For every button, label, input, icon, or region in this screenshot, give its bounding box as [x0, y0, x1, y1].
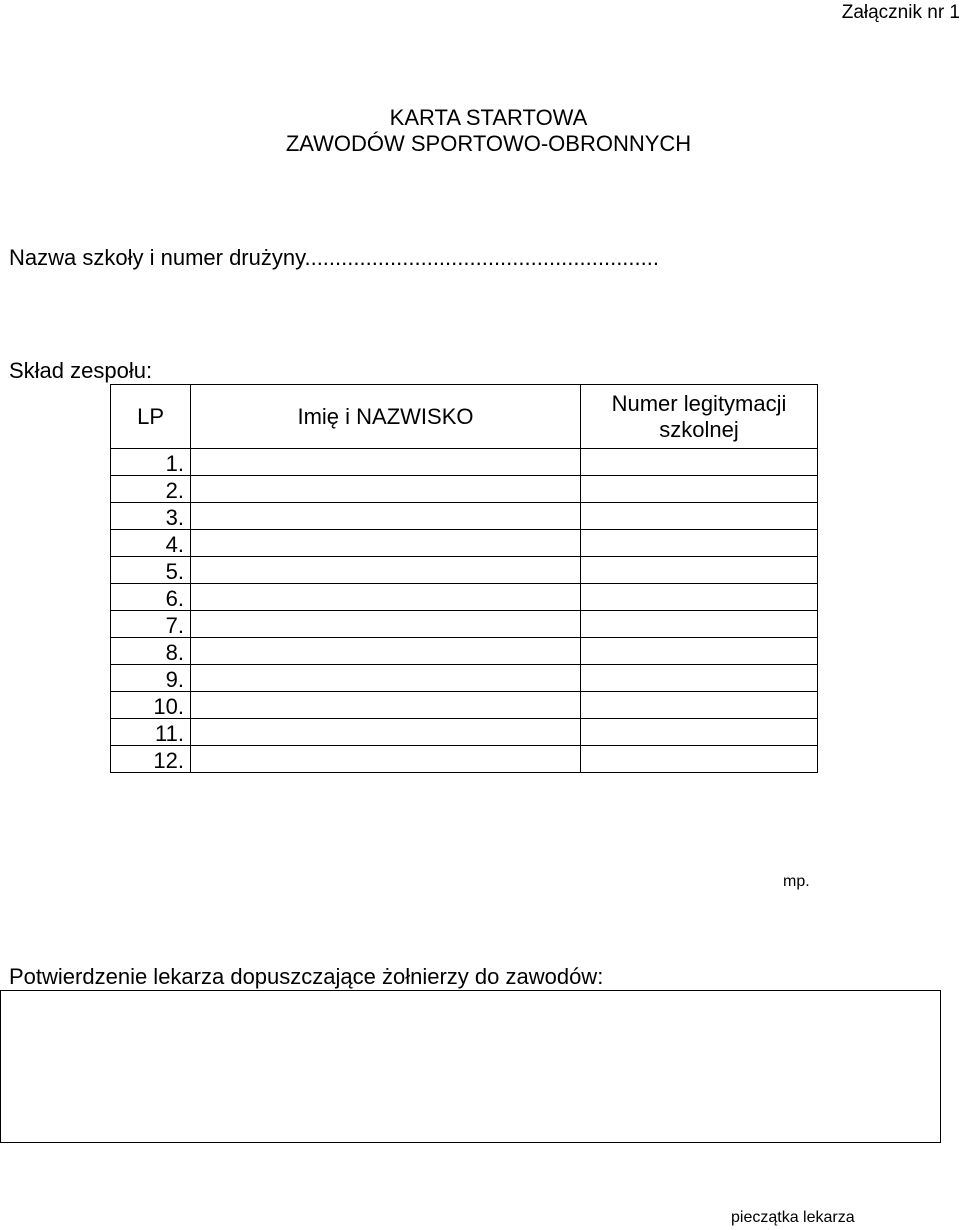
table-row [111, 665, 818, 692]
row-number-cell: 10. [111, 692, 191, 719]
table-row [111, 449, 818, 476]
row-number-cell: 4. [111, 530, 191, 557]
student-id-cell[interactable] [581, 692, 818, 719]
doctor-confirmation-box [0, 990, 941, 1143]
player-name-cell[interactable] [191, 503, 581, 530]
team-roster-label: Skład zespołu: [9, 358, 153, 383]
player-name-cell[interactable] [191, 692, 581, 719]
row-number-cell: 11. [111, 719, 191, 746]
student-id-cell[interactable] [581, 449, 818, 476]
column-header-lp: LP [111, 385, 191, 449]
column-header-id-number: Numer legitymacji szkolnej [581, 385, 818, 449]
student-id-cell[interactable] [581, 665, 818, 692]
player-name-cell[interactable] [191, 476, 581, 503]
document-title-line-2: ZAWODÓW SPORTOWO-OBRONNYCH [285, 131, 692, 156]
row-number-cell: 6. [111, 584, 191, 611]
player-name-cell[interactable] [191, 530, 581, 557]
player-name-cell[interactable] [191, 611, 581, 638]
roster-header-row [111, 385, 818, 449]
student-id-cell[interactable] [581, 719, 818, 746]
doctor-confirmation-heading: Potwierdzenie lekarza dopuszczające żołnierzy do zawodów: [9, 964, 604, 989]
table-row [111, 638, 818, 665]
column-header-name: Imię i NAZWISKO [191, 385, 581, 449]
table-row [111, 530, 818, 557]
table-row [111, 611, 818, 638]
table-row [111, 503, 818, 530]
player-name-cell[interactable] [191, 665, 581, 692]
student-id-cell[interactable] [581, 746, 818, 773]
student-id-cell[interactable] [581, 584, 818, 611]
official-stamp-label: mp. [783, 873, 810, 890]
row-number-cell: 7. [111, 611, 191, 638]
school-name-field: Nazwa szkoły i numer drużyny.......................................................... [9, 245, 659, 270]
document-title-line-1: KARTA STARTOWA [389, 105, 588, 130]
team-roster-table [110, 384, 818, 773]
row-number-cell: 5. [111, 557, 191, 584]
table-row [111, 557, 818, 584]
student-id-cell[interactable] [581, 530, 818, 557]
student-id-cell[interactable] [581, 503, 818, 530]
table-row [111, 476, 818, 503]
table-row [111, 719, 818, 746]
row-number-cell: 2. [111, 476, 191, 503]
player-name-cell[interactable] [191, 638, 581, 665]
row-number-cell: 12. [111, 746, 191, 773]
student-id-cell[interactable] [581, 476, 818, 503]
row-number-cell: 1. [111, 449, 191, 476]
student-id-cell[interactable] [581, 638, 818, 665]
student-id-cell[interactable] [581, 557, 818, 584]
annex-label: Załącznik nr 1 [841, 2, 960, 23]
player-name-cell[interactable] [191, 557, 581, 584]
table-row [111, 692, 818, 719]
player-name-cell[interactable] [191, 584, 581, 611]
student-id-cell[interactable] [581, 611, 818, 638]
table-row [111, 746, 818, 773]
row-number-cell: 3. [111, 503, 191, 530]
player-name-cell[interactable] [191, 719, 581, 746]
row-number-cell: 9. [111, 665, 191, 692]
row-number-cell: 8. [111, 638, 191, 665]
player-name-cell[interactable] [191, 746, 581, 773]
doctor-stamp-label: pieczątka lekarza [731, 1209, 855, 1226]
table-row [111, 584, 818, 611]
player-name-cell[interactable] [191, 449, 581, 476]
